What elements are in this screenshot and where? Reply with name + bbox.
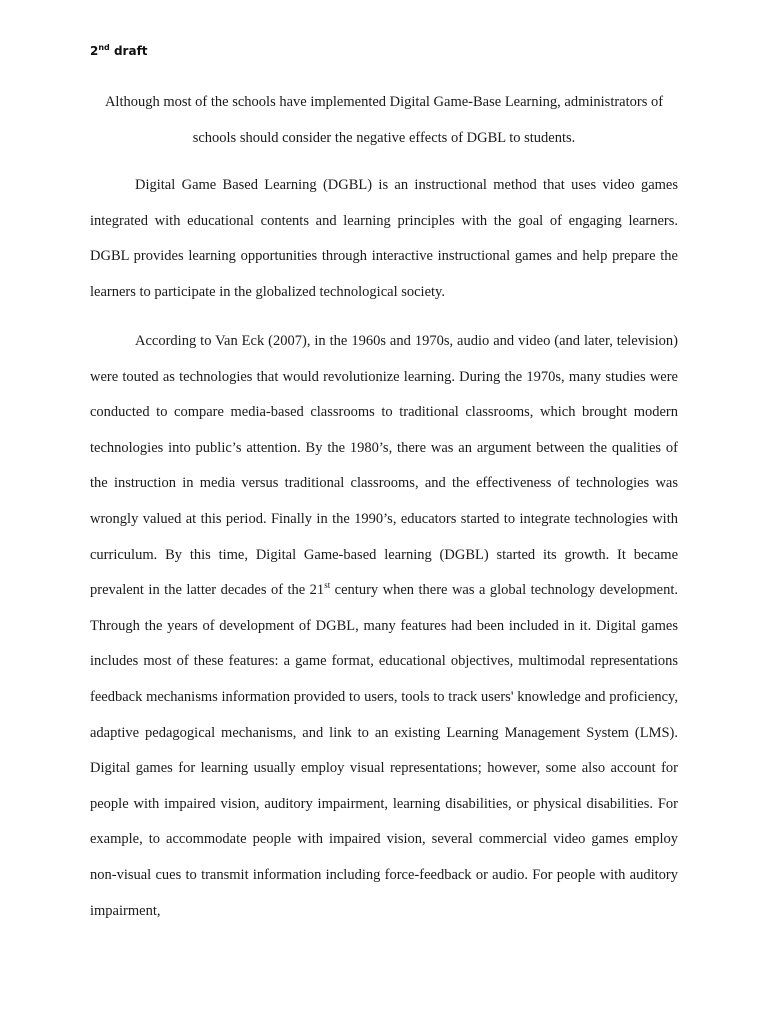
paragraph-intro: Digital Game Based Learning (DGBL) is an instructional method that uses video games integrated with educational contents and learning principles with the goal of engaging learners. DGBL provides learning opportunities through interactive instructional games and help prepare the learners to participate in the globalized technological society. — [90, 177, 678, 300]
draft-label — [90, 44, 148, 58]
paragraph-history-text-1: According to Van Eck (2007), in the 1960s and 1970s, audio and video (and later, television) were touted as technologies that would revolutionize learning. During the 1970s, many studies were conducted to compare media-based classrooms to traditional classrooms, which brought modern technologies into public’s attention. By the 1980’s, there was an argument between the qualities of the instruction in media versus traditional classrooms, and the effectiveness of technologies was wrongly valued at this period. Finally in the 1990’s, educators started to integrate technologies with curriculum. By this time, Digital Game-based learning (DGBL) started its growth. It became prevalent in the latter decades of the 21 — [90, 333, 678, 599]
paragraph-history — [90, 324, 678, 929]
draft-number: 2 — [90, 44, 99, 58]
paragraph-history-text-2: century when there was a global technology development. Through the years of development of DGBL, many features had been included in it. Digital games includes most of these features: a game format, educational objectives, multimodal representations feedback mechanisms information provided to users, tools to track users' knowledge and proficiency, adaptive pedagogical mechanisms, and link to an existing Learning Management System (LMS). Digital games for learning usually employ visual representations; however, some also account for people with impaired vision, auditory impairment, learning disabilities, or physical disabilities. For example, to accommodate people with impaired vision, several commercial video games employ non-visual cues to transmit information including force-feedback or audio. For people with auditory impairment, — [90, 582, 678, 919]
thesis-title: Although most of the schools have implemented Digital Game-Base Learning, administrators of schools should consider the negative effects of DGBL to students. — [104, 94, 664, 146]
ordinal-superscript: st — [324, 580, 331, 591]
draft-word: draft — [113, 44, 148, 58]
draft-ordinal-suffix: nd — [98, 43, 110, 52]
